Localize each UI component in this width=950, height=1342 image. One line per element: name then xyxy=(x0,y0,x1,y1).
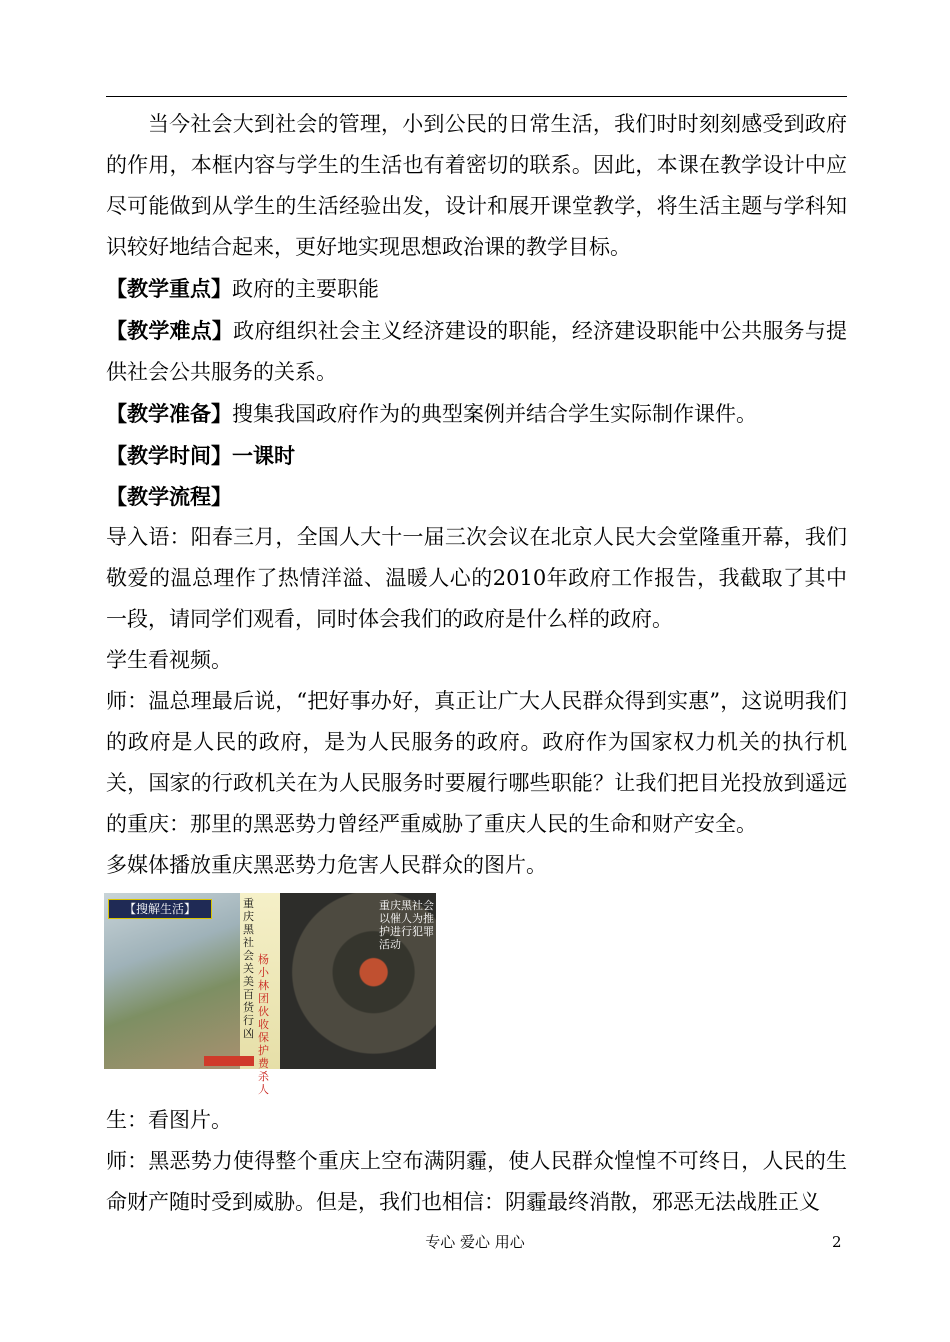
body-text-bottom xyxy=(106,1100,847,1223)
student-video-line: 学生看视频。 xyxy=(106,648,232,672)
body-text-top xyxy=(106,104,847,886)
time-line xyxy=(106,435,847,476)
teacher-paragraph-2: 师：黑恶势力使得整个重庆上空布满阴霾，使人民群众惶惶不可终日，人民的生命财产随时受到威胁。但是，我们也相信：阴霾最终消散，邪恶无法战胜正义 xyxy=(106,1149,847,1214)
intro-paragraph: 当今社会大到社会的管理，小到公民的日常生活，我们时时刻刻感受到政府的作用，本框内容与学生的生活也有着密切的联系。因此，本课在教学设计中应尽可能做到从学生的生活经验出发，设计和展开课堂教学，将生活主题与学科知识较好地结合起来，更好地实现思想政治课的教学目标。 xyxy=(106,112,847,259)
photo-red-banner xyxy=(204,1056,254,1066)
student-picture-line: 生：看图片。 xyxy=(106,1108,232,1132)
header-rule xyxy=(106,96,847,97)
preparation-label: 【教学准备】 xyxy=(106,401,232,426)
chongqing-gang-photo xyxy=(104,893,436,1096)
photo-strip-text-red: 杨小林团伙收保护费杀人 xyxy=(258,953,269,1096)
photo-stamp-label: 【搜解生活】 xyxy=(108,899,212,919)
difficult-point-line xyxy=(106,310,847,393)
photo-strip-text: 重庆黑社会关美百货行凶 xyxy=(243,897,254,1040)
teacher-paragraph-1: 师：温总理最后说，“把好事办好，真正让广大人民群众得到实惠”，这说明我们的政府是人民的政府，是为人民服务的政府。政府作为国家权力机关的执行机关，国家的行政机关在为人民服务时要履行哪些职能？让我们把目光投放到遥远的重庆：那里的黑恶势力曾经严重威胁了重庆人民的生命和财产安全。 xyxy=(106,689,847,836)
multimedia-line: 多媒体播放重庆黑恶势力危害人民群众的图片。 xyxy=(106,853,547,877)
footer-motto: 专心 爱心 用心 xyxy=(425,1233,525,1251)
photo-right-caption: 重庆黑社会以催人为推护进行犯罪活动 xyxy=(379,899,434,951)
difficult-point-label: 【教学难点】 xyxy=(106,318,234,343)
key-point-text: 政府的主要职能 xyxy=(232,277,379,301)
page-number: 2 xyxy=(832,1233,842,1251)
time-label: 【教学时间】 xyxy=(106,443,232,468)
photo-left-collage xyxy=(104,893,240,1069)
difficult-point-text: 政府组织社会主义经济建设的职能，经济建设职能中公共服务与提供社会公共服务的关系。 xyxy=(106,319,848,384)
key-point-line xyxy=(106,268,847,310)
preparation-text: 搜集我国政府作为的典型案例并结合学生实际制作课件。 xyxy=(232,402,757,426)
preparation-line xyxy=(106,393,847,435)
time-text: 一课时 xyxy=(232,443,295,468)
lead-in-paragraph: 导入语：阳春三月，全国人大十一届三次会议在北京人民大会堂隆重开幕，我们敬爱的温总理作了热情洋溢、温暖人心的2010年政府工作报告，我截取了其中一段，请同学们观看，同时体会我们的政府是什么样的政府。 xyxy=(106,525,847,631)
process-heading: 【教学流程】 xyxy=(106,484,232,509)
key-point-label: 【教学重点】 xyxy=(106,276,232,301)
